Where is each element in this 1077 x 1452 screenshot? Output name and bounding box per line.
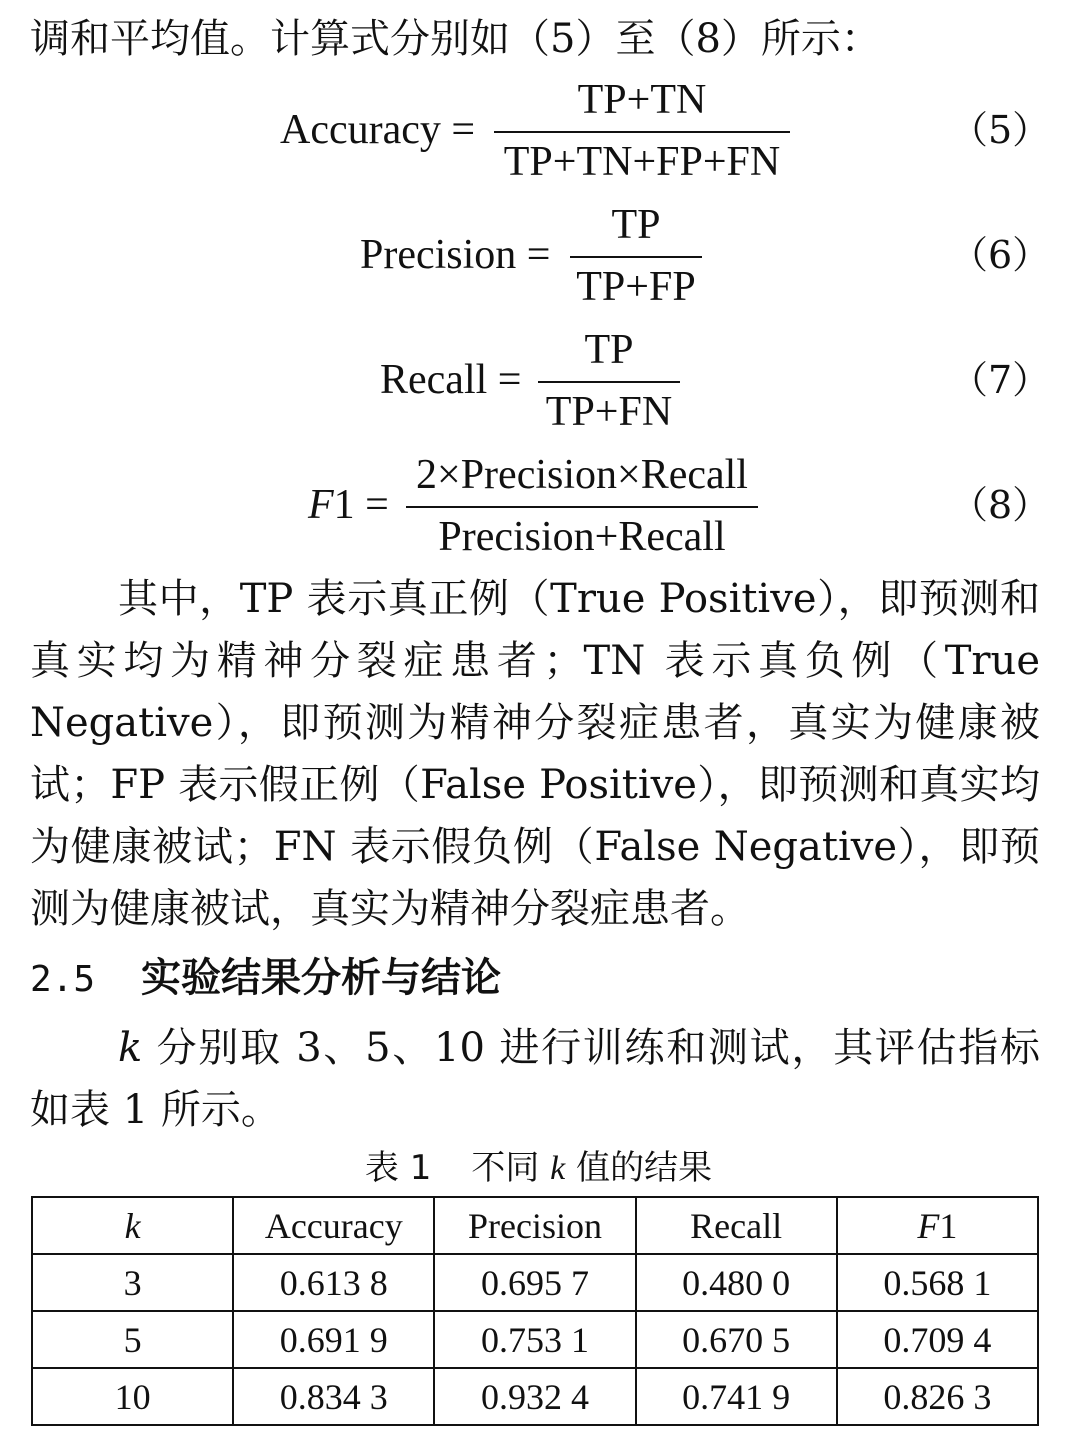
fraction-bar xyxy=(570,256,702,258)
denominator: TP+FN xyxy=(545,389,673,435)
cell-k: 5 xyxy=(32,1311,233,1368)
header-recall: Recall xyxy=(636,1197,837,1254)
results-table xyxy=(31,1196,1039,1426)
cell-k: 10 xyxy=(32,1368,233,1425)
header-f1: F1 xyxy=(837,1197,1038,1254)
definitions-paragraph: 其中，TP 表示真正例（True Positive），即预测和真实均为精神分裂症患者；TN 表示真负例（True Negative），即预测为精神分裂症患者，真实为健康被试；FP 表示假正例（False Positive），即预测和真实均为健康被试；FN 表示假负例（False Negative），即预测为健康被试，真实为精神分裂症患者。 xyxy=(30,576,1040,932)
equation-precision xyxy=(0,195,1077,315)
section-title: 实验结果分析与结论 xyxy=(141,955,502,1001)
numerator: 2×Precision×Recall xyxy=(416,452,748,498)
fraction xyxy=(538,320,680,440)
fraction xyxy=(570,195,702,315)
numerator: TP xyxy=(611,202,661,248)
results-paragraph-text: 分别取 3、5、10 进行训练和测试，其评估指标如表 1 所示。 xyxy=(30,1025,1040,1133)
equation-accuracy xyxy=(0,70,1077,190)
equation-f1 xyxy=(0,445,1077,565)
equation-lhs xyxy=(308,445,389,565)
table-row xyxy=(32,1311,1038,1368)
cell-recall: 0.741 9 xyxy=(636,1368,837,1425)
fraction-bar xyxy=(494,131,790,133)
equation-number: （6） xyxy=(950,233,1051,277)
table-row xyxy=(32,1254,1038,1311)
equation-lhs: Precision = xyxy=(360,232,551,278)
equation-number: （5） xyxy=(950,108,1051,152)
fraction xyxy=(406,445,758,565)
header-accuracy: Accuracy xyxy=(233,1197,434,1254)
cell-f1: 0.709 4 xyxy=(837,1311,1038,1368)
denominator: TP+FP xyxy=(576,264,696,310)
section-heading xyxy=(30,947,501,1009)
fraction-bar xyxy=(406,506,758,508)
equation-recall xyxy=(0,320,1077,440)
header-f1-var: F xyxy=(917,1205,940,1246)
cell-precision: 0.753 1 xyxy=(434,1311,635,1368)
numerator: TP xyxy=(584,327,634,373)
caption-pre: 不同 xyxy=(471,1148,551,1188)
table-caption xyxy=(0,1140,1077,1196)
equation-lhs-rest: 1 = xyxy=(333,482,389,528)
cell-accuracy: 0.834 3 xyxy=(233,1368,434,1425)
cell-f1: 0.568 1 xyxy=(837,1254,1038,1311)
numerator: TP+TN xyxy=(577,77,707,123)
section-number: 2.5 xyxy=(30,959,96,1000)
cell-recall: 0.670 5 xyxy=(636,1311,837,1368)
cell-precision: 0.932 4 xyxy=(434,1368,635,1425)
intro-line: 调和平均值。计算式分别如（5）至（8）所示： xyxy=(30,16,881,62)
equation-lhs: Recall = xyxy=(380,357,522,403)
equation-lhs: Accuracy = xyxy=(280,107,476,153)
k-variable: k xyxy=(118,1025,143,1071)
cell-precision: 0.695 7 xyxy=(434,1254,635,1311)
cell-recall: 0.480 0 xyxy=(636,1254,837,1311)
header-precision: Precision xyxy=(434,1197,635,1254)
header-k: k xyxy=(32,1197,233,1254)
fraction-bar xyxy=(538,381,680,383)
cell-k: 3 xyxy=(32,1254,233,1311)
cell-accuracy: 0.691 9 xyxy=(233,1311,434,1368)
denominator: Precision+Recall xyxy=(438,514,726,560)
denominator: TP+TN+FP+FN xyxy=(503,139,781,185)
equation-number: （8） xyxy=(950,483,1051,527)
equation-number: （7） xyxy=(950,358,1051,402)
caption-var: k xyxy=(550,1150,566,1187)
table-header-row xyxy=(32,1197,1038,1254)
fraction xyxy=(494,70,790,190)
cell-accuracy: 0.613 8 xyxy=(233,1254,434,1311)
table-label: 表 1 xyxy=(364,1148,432,1188)
cell-f1: 0.826 3 xyxy=(837,1368,1038,1425)
caption-post: 值的结果 xyxy=(565,1148,713,1188)
table-row xyxy=(32,1368,1038,1425)
results-paragraph xyxy=(30,1017,1040,1141)
f-variable: F xyxy=(308,482,334,528)
